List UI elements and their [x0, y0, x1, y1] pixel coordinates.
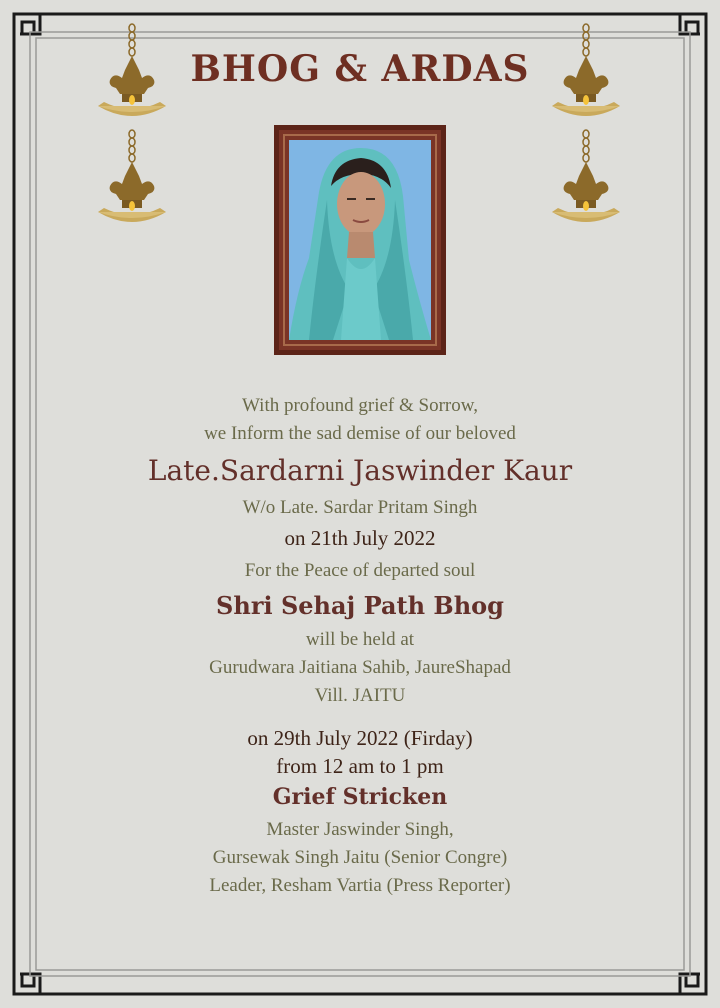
village-text: Vill. JAITU [314, 685, 406, 706]
ceremony-date: on 29th July 2022 (Firday) [247, 726, 473, 750]
portrait-frame [274, 125, 446, 355]
ceremony-time: from 12 am to 1 pm [276, 754, 444, 778]
hanging-lamp-left-icon [92, 22, 172, 237]
mourner-line-1: Master Jaswinder Singh, [266, 819, 454, 840]
intro-text [0, 392, 720, 448]
ceremony-purpose: For the Peace of departed soul [244, 560, 476, 581]
ceremony-name: Shri Sehaj Path Bhog [216, 591, 504, 620]
mourner-line-2: Gursewak Singh Jaitu (Senior Congre) [212, 847, 508, 868]
demise-date: on 21th July 2022 [284, 526, 436, 550]
deceased-relation: W/o Late. Sardar Pritam Singh [242, 497, 478, 518]
mourners-list [0, 816, 720, 900]
mourners-heading: Grief Stricken [272, 784, 448, 810]
portrait-photo [289, 140, 431, 340]
hanging-lamp-right-icon [546, 22, 626, 237]
page-title: BHOG & ARDAS [190, 48, 530, 90]
mourner-line-3: Leader, Resham Vartia (Press Reporter) [209, 875, 511, 896]
venue-block [0, 626, 720, 710]
held-at-text: will be held at [305, 629, 415, 650]
ceremony-datetime [0, 724, 720, 780]
deceased-name: Late.Sardarni Jaswinder Kaur [147, 454, 573, 487]
intro-line-1: With profound grief & Sorrow, [242, 395, 478, 416]
intro-line-2: we Inform the sad demise of our beloved [204, 423, 516, 444]
venue-text: Gurudwara Jaitiana Sahib, JaureShapad [209, 657, 511, 678]
